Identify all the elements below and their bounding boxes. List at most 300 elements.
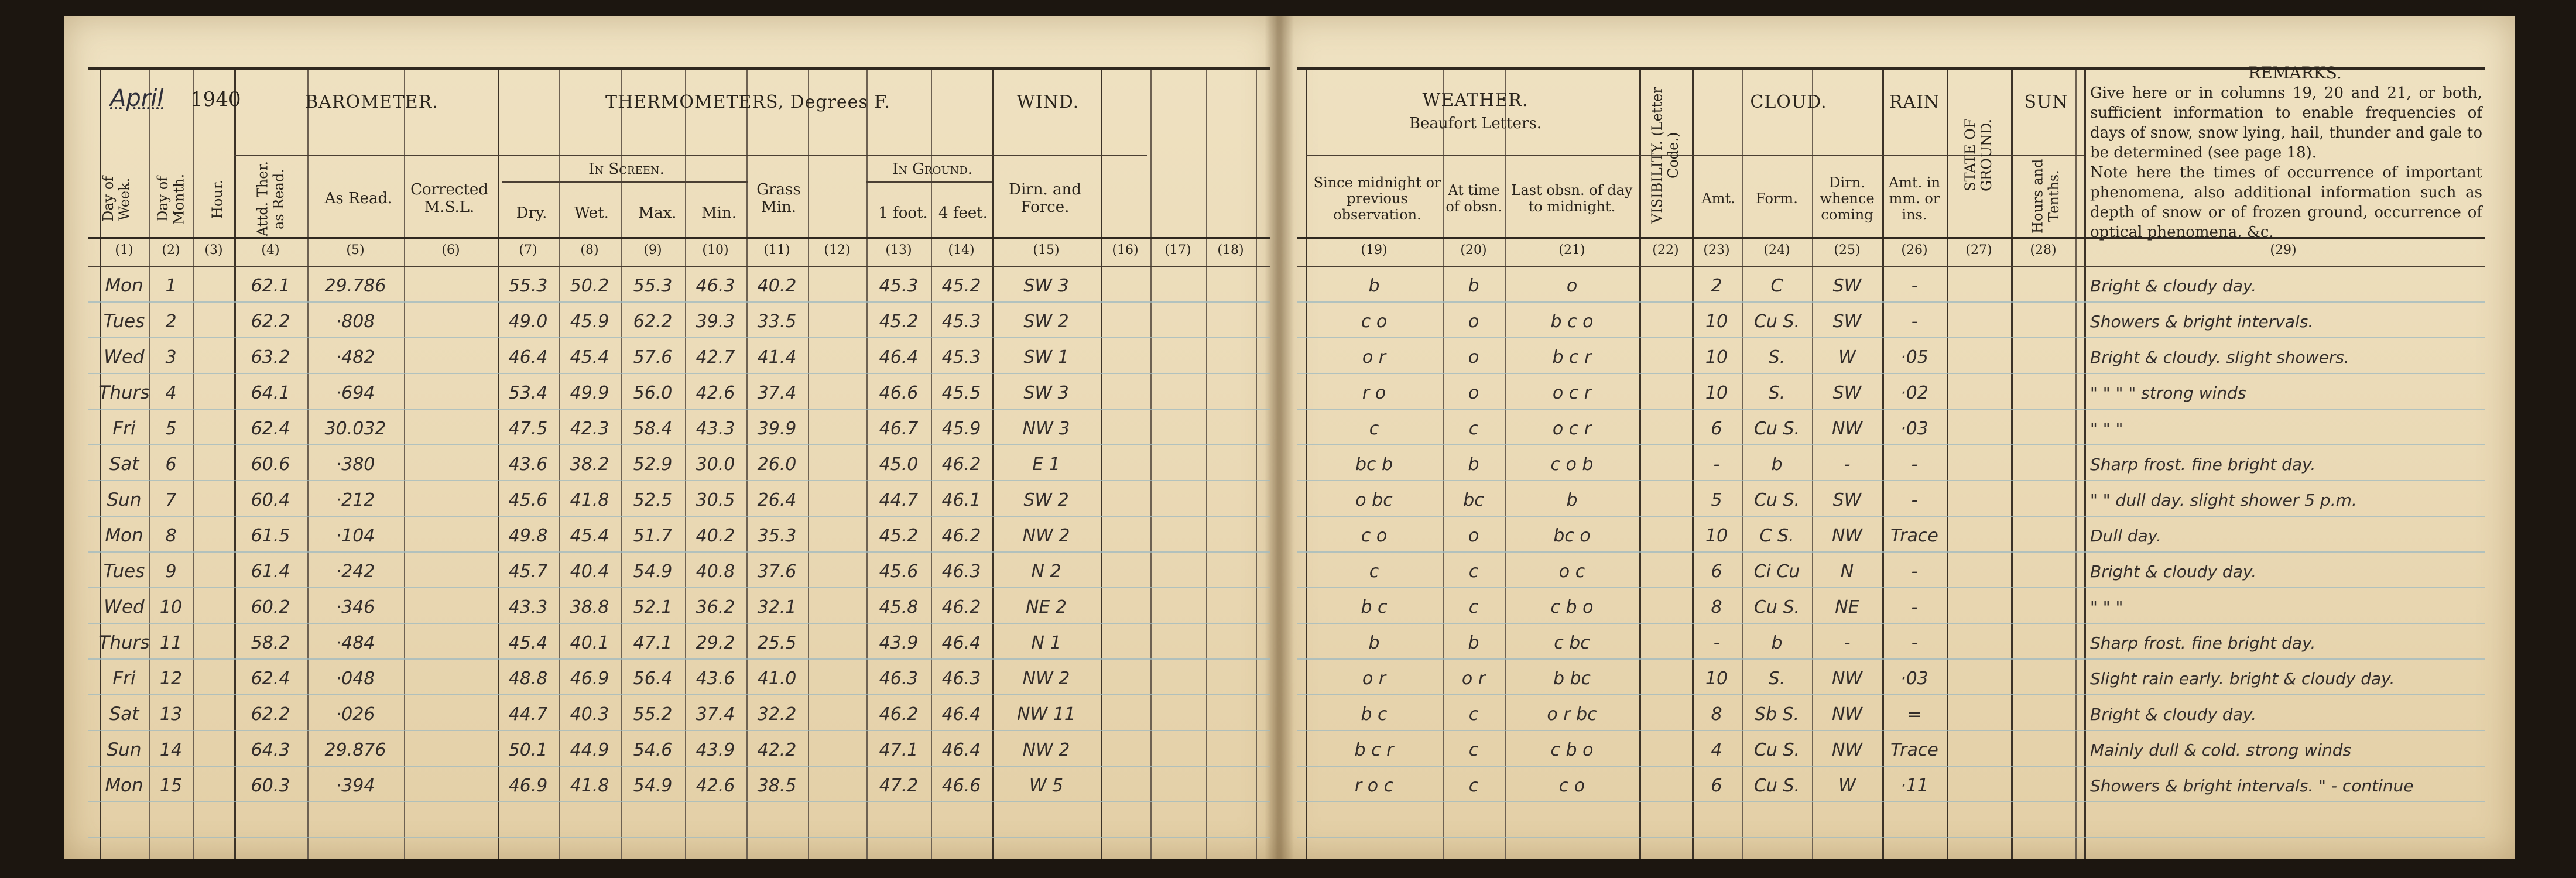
thermometers-heading: THERMOMETERS, Degrees F. <box>605 91 891 112</box>
weather-since-cell: c o <box>1361 311 1388 332</box>
weather-last-cell: o c <box>1558 561 1585 582</box>
column-divider <box>2011 67 2013 859</box>
dry-cell: 43.6 <box>508 454 548 475</box>
remarks-cell: Bright & cloudy day. <box>2090 276 2257 296</box>
ruled-line <box>88 301 1270 303</box>
attd-ther-cell: 60.3 <box>251 775 290 796</box>
wind-cell: N 2 <box>1031 561 1061 582</box>
wet-cell: 46.9 <box>570 668 609 689</box>
cloud-dirn-cell: NW <box>1831 704 1863 725</box>
ruled-line <box>88 409 1270 410</box>
remarks-cell: Mainly dull & cold. strong winds <box>2090 740 2352 760</box>
beaufort-subheading: Beaufort Letters. <box>1409 115 1542 133</box>
weather-last-cell: b c r <box>1552 347 1592 368</box>
wind-cell: NW 2 <box>1022 668 1070 689</box>
remarks-cell: Showers & bright intervals. " - continue <box>2090 776 2414 795</box>
ground-4ft-cell: 46.1 <box>941 489 981 510</box>
day-of-month-cell: 14 <box>159 739 183 760</box>
dry-cell: 55.3 <box>508 275 548 296</box>
column-divider <box>808 67 809 859</box>
day-of-month-cell: 7 <box>165 489 177 510</box>
min-cell: 30.0 <box>696 454 735 475</box>
column-number: (12) <box>824 243 851 258</box>
column-number: (18) <box>1217 243 1244 258</box>
cloud-amt-cell: 2 <box>1711 275 1722 296</box>
day-of-month-cell: 10 <box>159 596 183 618</box>
wind-cell: SW 1 <box>1023 347 1069 368</box>
weather-since-cell: b c <box>1361 704 1388 725</box>
weather-at-cell: c <box>1468 418 1479 439</box>
barometer-cell: ·346 <box>335 596 375 618</box>
weather-last-cell: c o b <box>1550 454 1594 475</box>
max-cell: 52.1 <box>633 596 673 618</box>
weather-since-cell: c <box>1369 561 1379 582</box>
ruled-line <box>1297 801 2485 802</box>
day-of-week-cell: Fri <box>112 418 136 440</box>
cloud-form-cell: S. <box>1768 382 1786 403</box>
weather-since-cell: c <box>1369 418 1379 439</box>
weather-last-cell: c b o <box>1550 596 1594 618</box>
ground-4ft-cell: 46.6 <box>941 775 981 796</box>
weather-last-cell: c b o <box>1550 739 1594 760</box>
dry-header: Dry. <box>516 204 547 222</box>
corrected-msl-header: Corrected M.S.L. <box>410 181 488 216</box>
attd-ther-cell: 63.2 <box>251 347 290 368</box>
wind-cell: SW 2 <box>1023 311 1069 332</box>
weather-at-cell: b <box>1468 632 1479 653</box>
ground-4ft-cell: 45.5 <box>941 382 981 403</box>
weather-last-cell: b c o <box>1550 311 1594 332</box>
min-cell: 43.3 <box>696 418 735 439</box>
ruled-line <box>1297 587 2485 588</box>
weather-last-cell: o c r <box>1552 382 1592 403</box>
weather-at-cell: c <box>1468 739 1479 760</box>
ground-1ft-cell: 46.6 <box>879 382 919 403</box>
remarks-cell: " " " <box>2090 419 2123 438</box>
ground-1ft-cell: 45.3 <box>879 275 919 296</box>
day-of-week-cell: Sat <box>109 704 139 725</box>
as-read-header: As Read. <box>324 190 393 208</box>
column-divider <box>1150 67 1152 859</box>
day-of-month-cell: 12 <box>159 668 183 689</box>
min-cell: 40.2 <box>696 525 735 546</box>
day-of-month-cell: 13 <box>159 704 183 725</box>
weather-at-cell: b <box>1468 275 1479 296</box>
weather-at-cell: o <box>1468 311 1479 332</box>
column-divider <box>621 67 622 859</box>
cloud-dirn-cell: SW <box>1832 311 1862 332</box>
column-divider <box>193 67 194 859</box>
max-cell: 47.1 <box>633 632 673 653</box>
attd-ther-header: Attd. Ther. as Read. <box>254 161 287 237</box>
cloud-form-cell: b <box>1771 632 1783 653</box>
column-number: (25) <box>1834 243 1861 258</box>
grass-min-cell: 25.5 <box>757 632 797 653</box>
dirn-force-header: Dirn. and Force. <box>1009 181 1081 216</box>
attd-ther-cell: 60.6 <box>251 454 290 475</box>
barometer-cell: ·694 <box>335 382 375 403</box>
column-divider <box>931 67 932 859</box>
ruled-line <box>1297 516 2485 517</box>
cloud-dirn-cell: NE <box>1835 596 1859 618</box>
dry-cell: 46.9 <box>508 775 548 796</box>
column-divider <box>2075 67 2077 859</box>
attd-ther-cell: 62.1 <box>251 275 290 296</box>
cloud-amt-cell: 6 <box>1711 418 1722 439</box>
barometer-cell: 29.786 <box>324 275 386 296</box>
barometer-cell: ·482 <box>335 347 375 368</box>
ruled-line <box>88 837 1270 838</box>
ruled-line <box>1297 337 2485 338</box>
day-of-month-cell: 5 <box>165 418 177 439</box>
wet-cell: 44.9 <box>570 739 609 760</box>
day-of-week-cell: Tues <box>103 561 145 582</box>
ruled-line <box>1297 658 2485 660</box>
max-cell: 54.6 <box>633 739 673 760</box>
max-cell: 55.3 <box>633 275 673 296</box>
remarks-cell: " " " <box>2090 597 2123 617</box>
attd-ther-cell: 62.4 <box>251 418 290 439</box>
rain-cell: ·02 <box>1900 382 1928 403</box>
ground-1ft-cell: 46.7 <box>879 418 919 439</box>
wet-cell: 50.2 <box>570 275 609 296</box>
wind-cell: NW 11 <box>1017 704 1075 725</box>
column-number: (11) <box>763 243 790 258</box>
barometer-cell: ·212 <box>335 489 375 510</box>
ruled-line <box>88 444 1270 445</box>
day-of-month-cell: 15 <box>159 775 183 796</box>
cloud-amt-cell: - <box>1713 454 1720 475</box>
rain-cell: - <box>1911 596 1918 618</box>
grass-min-cell: 35.3 <box>757 525 797 546</box>
weather-last-cell: b <box>1566 489 1578 510</box>
ruled-line <box>88 658 1270 660</box>
wind-cell: NW 2 <box>1022 739 1070 760</box>
remarks-cell: " " " " strong winds <box>2090 383 2246 403</box>
wet-cell: 38.2 <box>570 454 609 475</box>
weather-since-cell: b <box>1368 275 1380 296</box>
max-cell: 51.7 <box>633 525 673 546</box>
weather-at-cell: o <box>1468 525 1479 546</box>
in-ground-heading: In Ground. <box>892 160 972 179</box>
day-of-month-cell: 9 <box>165 561 177 582</box>
dry-cell: 47.5 <box>508 418 548 439</box>
day-of-month-cell: 3 <box>165 347 177 368</box>
attd-ther-cell: 62.2 <box>251 704 290 725</box>
max-header: Max. <box>638 204 677 222</box>
ruled-line <box>1297 694 2485 695</box>
column-divider <box>559 67 560 859</box>
cloud-amt-cell: 8 <box>1711 596 1722 618</box>
ground-1ft-cell: 47.2 <box>879 775 919 796</box>
cloud-amt-cell: 10 <box>1705 311 1728 332</box>
max-cell: 57.6 <box>633 347 673 368</box>
wet-cell: 45.9 <box>570 311 609 332</box>
min-cell: 43.9 <box>696 739 735 760</box>
cloud-form-cell: Cu S. <box>1753 418 1800 439</box>
min-cell: 42.7 <box>696 347 735 368</box>
barometer-cell: ·808 <box>335 311 375 332</box>
column-number: (14) <box>948 243 975 258</box>
rain-cell: ·03 <box>1900 668 1928 689</box>
since-midnight-header: Since midnight or previous observation. <box>1313 174 1441 223</box>
attd-ther-cell: 60.4 <box>251 489 290 510</box>
ruled-line <box>1297 623 2485 624</box>
cloud-amt-header: Amt. <box>1701 190 1735 207</box>
weather-last-cell: o <box>1566 275 1578 296</box>
sun-rule <box>2014 155 2078 156</box>
numbers-rule <box>1297 266 2485 267</box>
cloud-form-header: Form. <box>1756 190 1798 207</box>
column-divider <box>234 67 236 859</box>
rain-cell: - <box>1911 311 1918 332</box>
max-cell: 52.9 <box>633 454 673 475</box>
ruled-line <box>88 801 1270 802</box>
four-feet-header: 4 feet. <box>938 204 988 222</box>
one-foot-header: 1 foot. <box>878 204 928 222</box>
column-number: (20) <box>1460 243 1487 258</box>
subheader-rule <box>234 155 1147 156</box>
header-top-rule <box>88 67 1270 70</box>
rain-cell: - <box>1911 489 1918 510</box>
column-number: (8) <box>580 243 599 258</box>
grass-min-cell: 42.2 <box>757 739 797 760</box>
cloud-amt-cell: 10 <box>1705 668 1728 689</box>
at-time-header: At time of obsn. <box>1445 182 1502 215</box>
column-number: (24) <box>1763 243 1790 258</box>
day-of-week-cell: Thurs <box>98 382 150 404</box>
column-number: (23) <box>1703 243 1730 258</box>
attd-ther-cell: 62.4 <box>251 668 290 689</box>
grass-min-header: Grass Min. <box>756 181 801 216</box>
day-of-week-header: Day of Week. <box>100 176 133 222</box>
weather-heading: WEATHER. <box>1422 90 1529 111</box>
wind-cell: N 1 <box>1031 632 1061 653</box>
in-screen-heading: In Screen. <box>588 160 664 179</box>
ground-1ft-cell: 43.9 <box>879 632 919 653</box>
max-cell: 56.0 <box>633 382 673 403</box>
weather-at-cell: bc <box>1463 489 1484 510</box>
dry-cell: 46.4 <box>508 347 548 368</box>
cloud-form-cell: Ci Cu <box>1753 561 1800 582</box>
day-of-month-cell: 8 <box>165 525 177 546</box>
day-of-month-cell: 11 <box>159 632 183 653</box>
barometer-cell: 30.032 <box>324 418 386 439</box>
remarks-cell: Slight rain early. bright & cloudy day. <box>2090 668 2395 688</box>
dry-cell: 48.8 <box>508 668 548 689</box>
attd-ther-cell: 60.2 <box>251 596 290 618</box>
cloud-dirn-cell: SW <box>1832 382 1862 403</box>
cloud-dirn-cell: NW <box>1831 668 1863 689</box>
ground-4ft-cell: 46.3 <box>941 668 981 689</box>
day-of-month-cell: 6 <box>165 454 177 475</box>
max-cell: 55.2 <box>633 704 673 725</box>
cloud-amt-cell: 10 <box>1705 525 1728 546</box>
cloud-dirn-cell: NW <box>1831 739 1863 760</box>
remarks-cell: Bright & cloudy day. <box>2090 561 2257 581</box>
cloud-form-cell: Cu S. <box>1753 596 1800 618</box>
column-number: (26) <box>1901 243 1928 258</box>
weather-at-cell: c <box>1468 704 1479 725</box>
max-cell: 62.2 <box>633 311 673 332</box>
attd-ther-cell: 64.3 <box>251 739 290 760</box>
ruled-line <box>1297 551 2485 553</box>
dry-cell: 44.7 <box>508 704 548 725</box>
grass-min-cell: 33.5 <box>757 311 797 332</box>
column-number: (28) <box>2030 243 2057 258</box>
weather-last-cell: c bc <box>1554 632 1590 653</box>
weather-last-cell: o c r <box>1552 418 1592 439</box>
min-cell: 39.3 <box>696 311 735 332</box>
day-of-month-header: Day of Month. <box>154 173 187 225</box>
remarks-instructions-2: Note here the times of occurrence of important phenomena, also additional information such as depth of snow or of frozen ground, occurrence of optical phenomena, &c. <box>2090 164 2482 241</box>
column-number: (22) <box>1652 243 1679 258</box>
remarks-title: REMARKS. <box>2248 63 2342 83</box>
ruled-line <box>1297 837 2485 838</box>
weather-at-cell: b <box>1468 454 1479 475</box>
cloud-amt-cell: 6 <box>1711 561 1722 582</box>
in-screen-rule <box>502 181 748 183</box>
column-divider <box>1256 67 1257 859</box>
ground-4ft-cell: 45.9 <box>941 418 981 439</box>
cloud-form-cell: Cu S. <box>1753 311 1800 332</box>
column-number: (21) <box>1558 243 1585 258</box>
cloud-amt-cell: 10 <box>1705 347 1728 368</box>
ground-1ft-cell: 45.6 <box>879 561 919 582</box>
max-cell: 52.5 <box>633 489 673 510</box>
column-number: (13) <box>885 243 912 258</box>
ground-1ft-cell: 45.2 <box>879 311 919 332</box>
column-number: (6) <box>441 243 460 258</box>
wind-cell: SW 2 <box>1023 489 1069 510</box>
column-number: (2) <box>162 243 180 258</box>
cloud-form-cell: Cu S. <box>1753 775 1800 796</box>
ground-4ft-cell: 46.4 <box>941 739 981 760</box>
remarks-cell: Showers & bright intervals. <box>2090 311 2314 331</box>
grass-min-cell: 37.6 <box>757 561 797 582</box>
day-of-week-cell: Mon <box>105 525 143 547</box>
column-divider <box>685 67 686 859</box>
ruled-line <box>1297 444 2485 445</box>
min-cell: 36.2 <box>696 596 735 618</box>
column-number: (16) <box>1112 243 1139 258</box>
max-cell: 54.9 <box>633 561 673 582</box>
numbers-rule <box>88 266 1270 267</box>
day-of-week-cell: Tues <box>103 311 145 332</box>
ground-1ft-cell: 46.2 <box>879 704 919 725</box>
max-cell: 58.4 <box>633 418 673 439</box>
column-divider <box>307 67 309 859</box>
day-of-week-cell: Sat <box>109 454 139 475</box>
column-number: (15) <box>1033 243 1060 258</box>
barometer-cell: ·380 <box>335 454 375 475</box>
grass-min-cell: 39.9 <box>757 418 797 439</box>
grass-min-cell: 32.2 <box>757 704 797 725</box>
remarks-cell: Sharp frost. fine bright day. <box>2090 633 2316 653</box>
ground-1ft-cell: 47.1 <box>879 739 919 760</box>
column-divider <box>1639 67 1641 859</box>
barometer-heading: BAROMETER. <box>305 91 439 112</box>
cloud-form-cell: Cu S. <box>1753 739 1800 760</box>
min-cell: 42.6 <box>696 382 735 403</box>
dry-cell: 45.7 <box>508 561 548 582</box>
ground-4ft-cell: 45.3 <box>941 347 981 368</box>
wet-cell: 42.3 <box>570 418 609 439</box>
grass-min-cell: 40.2 <box>757 275 797 296</box>
rain-cell: - <box>1911 561 1918 582</box>
ruled-line <box>88 516 1270 517</box>
column-number: (10) <box>702 243 729 258</box>
column-divider <box>866 67 868 859</box>
barometer-cell: ·394 <box>335 775 375 796</box>
cloud-amt-cell: - <box>1713 632 1720 653</box>
weather-last-cell: o r bc <box>1547 704 1597 725</box>
min-cell: 40.8 <box>696 561 735 582</box>
barometer-cell: 29.876 <box>324 739 386 760</box>
day-of-week-cell: Fri <box>112 668 136 690</box>
day-of-week-cell: Sun <box>107 739 142 761</box>
wind-cell: SW 3 <box>1023 382 1069 403</box>
weather-since-cell: c o <box>1361 525 1388 546</box>
ruled-line <box>1297 480 2485 481</box>
remarks-cell: Bright & cloudy. slight showers. <box>2090 347 2349 367</box>
wind-cell: E 1 <box>1032 454 1060 475</box>
grass-min-cell: 26.4 <box>757 489 797 510</box>
rain-cell: ·03 <box>1900 418 1928 439</box>
weather-last-cell: c o <box>1558 775 1585 796</box>
cloud-amt-cell: 10 <box>1705 382 1728 403</box>
wind-cell: NW 3 <box>1022 418 1070 439</box>
rain-cell: Trace <box>1890 525 1938 546</box>
wet-header: Wet. <box>574 204 609 222</box>
column-number: (7) <box>519 243 537 258</box>
grass-min-cell: 38.5 <box>757 775 797 796</box>
weather-at-cell: o <box>1468 347 1479 368</box>
cloud-amt-cell: 8 <box>1711 704 1722 725</box>
attd-ther-cell: 61.5 <box>251 525 290 546</box>
ruled-line <box>1297 373 2485 374</box>
column-divider <box>2084 67 2086 859</box>
attd-ther-cell: 58.2 <box>251 632 290 653</box>
ground-4ft-cell: 46.2 <box>941 596 981 618</box>
day-of-week-cell: Wed <box>104 347 145 368</box>
ruled-line <box>88 730 1270 731</box>
column-number: (4) <box>261 243 280 258</box>
column-divider <box>149 67 150 859</box>
barometer-cell: ·048 <box>335 668 375 689</box>
in-ground-rule <box>866 181 992 183</box>
weather-last-cell: b bc <box>1553 668 1591 689</box>
day-of-month-cell: 1 <box>165 275 177 296</box>
remarks-instructions-1: Give here or in columns 19, 20 and 21, or both, sufficient information to enable frequencies of days of snow, snow lying, hail, thunder and gale to be determined (see page 18). <box>2090 84 2482 162</box>
cloud-dirn-cell: N <box>1840 561 1854 582</box>
weather-since-cell: o r <box>1362 668 1386 689</box>
max-cell: 56.4 <box>633 668 673 689</box>
wet-cell: 45.4 <box>570 525 609 546</box>
column-divider <box>1206 67 1207 859</box>
column-divider <box>992 67 994 859</box>
column-number: (3) <box>204 243 223 258</box>
wet-cell: 41.8 <box>570 775 609 796</box>
dry-cell: 50.1 <box>508 739 548 760</box>
column-divider <box>1306 67 1307 859</box>
ground-1ft-cell: 45.0 <box>879 454 919 475</box>
wet-cell: 40.4 <box>570 561 609 582</box>
day-of-week-cell: Mon <box>105 775 143 797</box>
ruled-line <box>88 373 1270 374</box>
cloud-form-cell: S. <box>1768 668 1786 689</box>
ruled-line <box>88 480 1270 481</box>
